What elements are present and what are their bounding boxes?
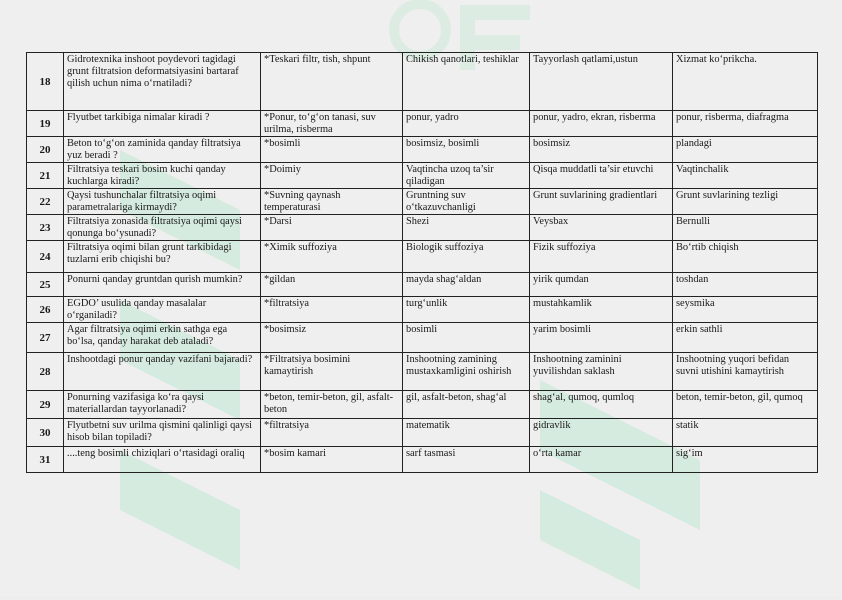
answer-option-correct: *filtratsiya — [261, 419, 403, 447]
table-row — [27, 53, 818, 111]
table-row — [27, 241, 818, 273]
question-text: Ponurni qanday gruntdan qurish mumkin? — [64, 273, 261, 297]
question-text: Flyutbetni suv urilma qismini qalinligi qaysi hisob bilan topiladi? — [64, 419, 261, 447]
answer-option-correct: *Doimiy — [261, 163, 403, 189]
question-number: 27 — [27, 323, 64, 353]
question-text: Filtratsiya zonasida filtratsiya oqimi qaysi qonunga bo‘ysunadi? — [64, 215, 261, 241]
answer-option: gidravlik — [530, 419, 673, 447]
answer-option: Biologik suffoziya — [403, 241, 530, 273]
question-number: 28 — [27, 353, 64, 391]
question-text: Ponurning vazifasiga ko‘ra qaysi materiallardan tayyorlanadi? — [64, 391, 261, 419]
question-number: 20 — [27, 137, 64, 163]
question-number: 29 — [27, 391, 64, 419]
answer-option: Qisqa muddatli ta’sir etuvchi — [530, 163, 673, 189]
answer-option-correct: *beton, temir-beton, gil, asfalt-beton — [261, 391, 403, 419]
question-number: 25 — [27, 273, 64, 297]
answer-option: ponur, yadro, ekran, risberma — [530, 111, 673, 137]
question-text: Gidrotexnika inshoot poydevori tagidagi grunt filtratsion deformatsiyasini bartaraf qilish uchun nima o‘rnatiladi? — [64, 53, 261, 111]
table-row — [27, 297, 818, 323]
answer-option: ponur, yadro — [403, 111, 530, 137]
answer-option: bosimsiz, bosimli — [403, 137, 530, 163]
answer-option: Gruntning suv o‘tkazuvchanligi — [403, 189, 530, 215]
answer-option: Vaqtinchalik — [673, 163, 818, 189]
answer-option: toshdan — [673, 273, 818, 297]
question-number: 23 — [27, 215, 64, 241]
question-number: 26 — [27, 297, 64, 323]
answer-option-correct: *Suvning qaynash temperaturasi — [261, 189, 403, 215]
table-row — [27, 447, 818, 473]
table-row — [27, 215, 818, 241]
answer-option: Xizmat ko‘prikcha. — [673, 53, 818, 111]
answer-option: bosimsiz — [530, 137, 673, 163]
question-text: Beton to‘g‘on zaminida qanday filtratsiya yuz beradi ? — [64, 137, 261, 163]
answer-option: Bo‘rtib chiqish — [673, 241, 818, 273]
table-row — [27, 273, 818, 297]
answer-option-correct: *bosimsiz — [261, 323, 403, 353]
answer-option-correct: *bosim kamari — [261, 447, 403, 473]
answer-option: Fizik suffoziya — [530, 241, 673, 273]
answer-option: Grunt suvlarining tezligi — [673, 189, 818, 215]
answer-option: o‘rta kamar — [530, 447, 673, 473]
answer-option: mayda shag‘aldan — [403, 273, 530, 297]
answer-option: Shezi — [403, 215, 530, 241]
answer-option-correct: *filtratsiya — [261, 297, 403, 323]
question-number: 22 — [27, 189, 64, 215]
answer-option: bosimli — [403, 323, 530, 353]
question-text: Filtratsiya teskari bosim kuchi qanday kuchlarga kiradi? — [64, 163, 261, 189]
question-number: 24 — [27, 241, 64, 273]
question-text: EGDO’ usulida qanday masalalar o‘rganiladi? — [64, 297, 261, 323]
answer-option-correct: *Darsi — [261, 215, 403, 241]
answer-option-correct: *Ximik suffoziya — [261, 241, 403, 273]
table-row — [27, 163, 818, 189]
table-row — [27, 111, 818, 137]
question-text: Flyutbet tarkibiga nimalar kiradi ? — [64, 111, 261, 137]
question-text: ....teng bosimli chiziqlari o‘rtasidagi oraliq — [64, 447, 261, 473]
answer-option: mustahkamlik — [530, 297, 673, 323]
answer-option: statik — [673, 419, 818, 447]
table-row — [27, 189, 818, 215]
answer-option: Inshootning yuqori befidan suvni utishini kamaytirish — [673, 353, 818, 391]
answer-option: Grunt suvlarining gradientlari — [530, 189, 673, 215]
answer-option: ponur, risberma, diafragma — [673, 111, 818, 137]
answer-option: sarf tasmasi — [403, 447, 530, 473]
answer-option-correct: *Teskari filtr, tish, shpunt — [261, 53, 403, 111]
answer-option: plandagi — [673, 137, 818, 163]
answer-option: yirik qumdan — [530, 273, 673, 297]
question-text: Inshootdagi ponur qanday vazifani bajaradi? — [64, 353, 261, 391]
question-text: Qaysi tushunchalar filtratsiya oqimi parametralariga kirmaydi? — [64, 189, 261, 215]
question-text: Filtratsiya oqimi bilan grunt tarkibidagi tuzlarni erib chiqishi bu? — [64, 241, 261, 273]
answer-option: turg‘unlik — [403, 297, 530, 323]
table-row — [27, 137, 818, 163]
answer-option: Chikish qanotlari, teshiklar — [403, 53, 530, 111]
question-number: 18 — [27, 53, 64, 111]
answer-option: matematik — [403, 419, 530, 447]
answer-option: Vaqtincha uzoq ta’sir qiladigan — [403, 163, 530, 189]
table-row — [27, 323, 818, 353]
answer-option: Inshootning zamining mustaxkamligini oshirish — [403, 353, 530, 391]
answer-option: Tayyorlash qatlami,ustun — [530, 53, 673, 111]
answer-option: Bernulli — [673, 215, 818, 241]
questions-table — [26, 52, 818, 473]
answer-option: gil, asfalt-beton, shag‘al — [403, 391, 530, 419]
answer-option: Veysbax — [530, 215, 673, 241]
answer-option: Inshootning zaminini yuvilishdan saklash — [530, 353, 673, 391]
answer-option-correct: *bosimli — [261, 137, 403, 163]
answer-option: seysmika — [673, 297, 818, 323]
answer-option: beton, temir-beton, gil, qumoq — [673, 391, 818, 419]
answer-option: shag‘al, qumoq, qumloq — [530, 391, 673, 419]
answer-option-correct: *gildan — [261, 273, 403, 297]
question-number: 19 — [27, 111, 64, 137]
answer-option: erkin sathli — [673, 323, 818, 353]
answer-option: sig‘im — [673, 447, 818, 473]
table-row — [27, 419, 818, 447]
answer-option-correct: *Filtratsiya bosimini kamaytirish — [261, 353, 403, 391]
table-row — [27, 391, 818, 419]
question-number: 31 — [27, 447, 64, 473]
table-row — [27, 353, 818, 391]
answer-option-correct: *Ponur, to‘g‘on tanasi, suv urilma, risberma — [261, 111, 403, 137]
question-number: 21 — [27, 163, 64, 189]
answer-option: yarim bosimli — [530, 323, 673, 353]
question-number: 30 — [27, 419, 64, 447]
question-text: Agar filtratsiya oqimi erkin sathga ega bo‘lsa, qanday harakat deb ataladi? — [64, 323, 261, 353]
